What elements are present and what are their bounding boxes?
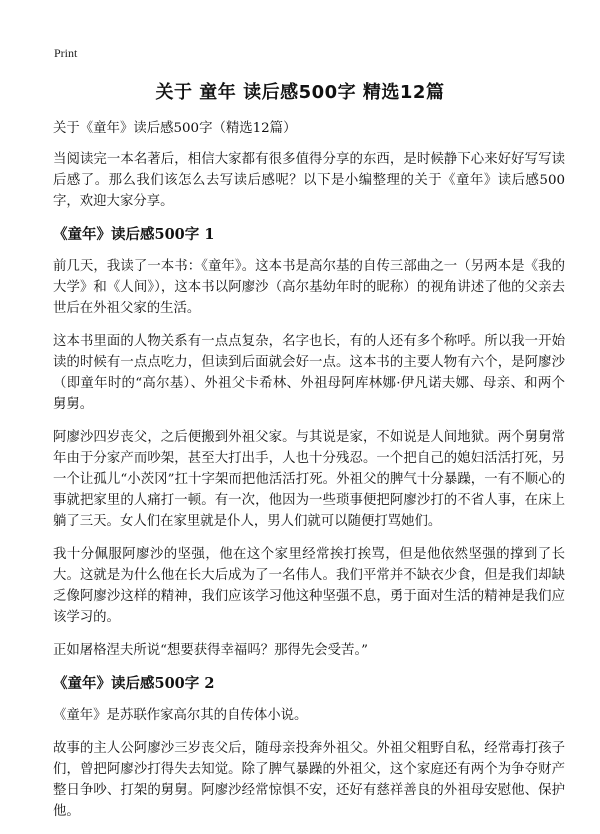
page-title: 关于 童年 读后感500字 精选12篇 [155, 82, 445, 103]
article-subtitle: 关于《童年》读后感500字（精选12篇） [53, 121, 297, 136]
section1-paragraph: 正如屠格涅夫所说“想要获得幸福吗？那得先会受苦。” [53, 643, 368, 658]
section-heading-2: 《童年》读后感500字 2 [53, 675, 215, 692]
section-heading-1: 《童年》读后感500字 1 [53, 226, 215, 243]
section2-paragraph: 故事的主人公阿廖沙三岁丧父后，随母亲投奔外祖父。外祖父粗野自私，经常毒打孩子们，曾把阿廖沙打得失去知觉。除了脾气暴躁的外祖父，这个家庭还有两个为争夺财产整日争吵、打架的舅舅。阿廖沙经常惊惧不安，还好有慈祥善良的外祖母安慰他、保护他。 [53, 741, 565, 819]
section1-paragraph: 前几天，我读了一本书：《童年》。这本书是高尔基的自传三部曲之一（另两本是《我的大学》和《人间》），这本书以阿廖沙（高尔基幼年时的昵称）的视角讲述了他的父亲去世后在外祖父家的生活。 [53, 259, 565, 316]
section2-paragraph: 《童年》是苏联作家高尔其的自传体小说。 [53, 708, 308, 723]
section1-paragraph: 这本书里面的人物关系有一点点复杂，名字也长，有的人还有多个称呼。所以我一开始读的时候有一点点吃力，但读到后面就会好一点。这本书的主要人物有六个，是阿廖沙（即童年时的“高尔基）、外祖父卡希林、外祖母阿库林娜·伊凡诺夫娜、母亲、和两个舅舅。 [53, 334, 565, 412]
section1-paragraph: 阿廖沙四岁丧父，之后便搬到外祖父家。与其说是家，不如说是人间地狱。两个舅舅常年由于分家产而吵架，甚至大打出手，人也十分残忍。一个把自己的媳妇活活打死，另一个让孤儿“小茨冈”扛十字架而把他活活打死。外祖父的脾气十分暴躁，一有不顺心的事就把家里的人痛打一顿。有一次，他因为一些琐事便把阿廖沙打的不省人事，在床上躺了三天。女人们在家里就是仆人，男人们就可以随便打骂她们。 [53, 430, 565, 529]
intro-paragraph: 当阅读完一本名著后，相信大家都有很多值得分享的东西，是时候静下心来好好写写读后感了。那么我们该怎么去写读后感呢？以下是小编整理的关于《童年》读后感500字，欢迎大家分享。 [53, 152, 565, 209]
print-label[interactable]: Print [54, 46, 78, 60]
article-body [53, 118, 565, 834]
section1-paragraph: 我十分佩服阿廖沙的坚强，他在这个家里经常挨打挨骂，但是他依然坚强的撑到了长大。这就是为什么他在长大后成为了一名伟人。我们平常并不缺衣少食，但是我们却缺乏像阿廖沙这样的精神，我们应该学习他这种坚强不息，勇于面对生活的精神是我们应该学习的。 [53, 547, 565, 625]
